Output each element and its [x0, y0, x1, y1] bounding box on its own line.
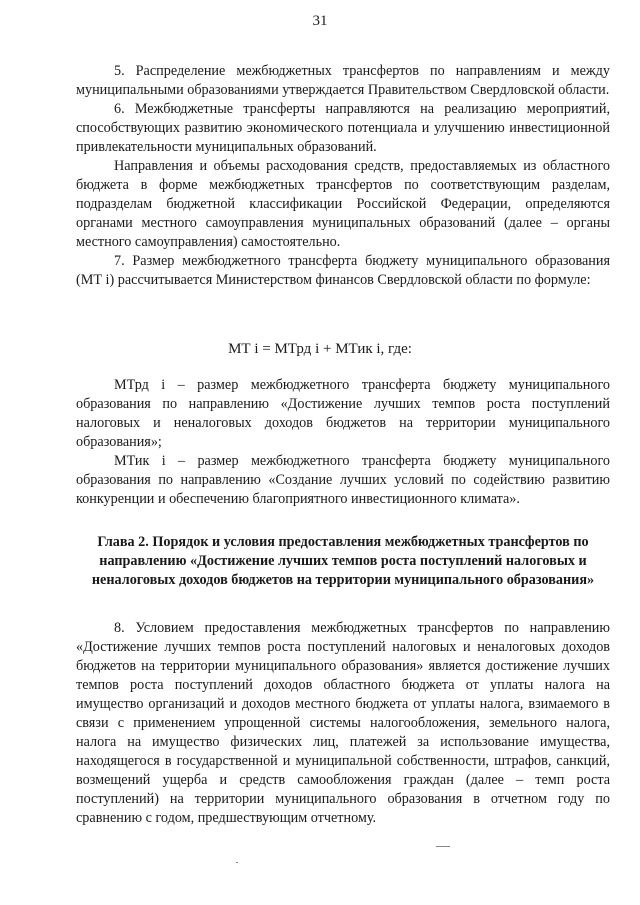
chapter-heading: Глава 2. Порядок и условия предоставления межбюджетных трансфертов по направлению «Достижение лучших темпов роста поступлений налоговых и неналоговых доходов бюджетов на территории муниципального образования» — [91, 534, 595, 588]
definition-mtik: МТик i – размер межбюджетного трансферта бюджету муниципального образования по направлению «Создание лучших условий по содействию развитию конкуренции и обеспечению благоприятного инвестиционного климата». — [76, 453, 610, 507]
paragraph-8: 8. Условием предоставления межбюджетных трансфертов по направлению «Достижение лучших темпов роста поступлений налоговых и неналоговых доходов бюджетов на территории муниципального образования» является достижение лучших темпов роста поступлений доходов областного бюджета от уплаты налога на имущество организаций и доходов местного бюджета от уплаты налога, взимаемого в связи с применением упрощенной системы налогообложения, земельного налога, налога на имущество физических лиц, платежей за использование имущества, находящегося в государственной и муниципальной собственности, штрафов, санкций, возмещений ущерба и средств самообложения граждан (далее – темп роста поступлений) на территории муниципального образования в отчетном году по сравнению с годом, предшествующим отчетному. — [76, 620, 610, 826]
paragraph-7: 7. Размер межбюджетного трансферта бюджету муниципального образования (МТ i) рассчитывается Министерством финансов Свердловской области по формуле: — [76, 253, 610, 288]
scan-speck — [436, 846, 450, 847]
paragraph-directions: Направления и объемы расходования средств, предоставляемых из областного бюджета в форме межбюджетных трансфертов по соответствующим разделам, подразделам бюджетной классификации Российской Федерации, определяются органами местного самоуправления муниципальных образований (далее – органы местного самоуправления) самостоятельно. — [76, 158, 610, 250]
page-number: 31 — [312, 13, 328, 29]
formula: МТ i = МТрд i + МТик i, где: — [228, 341, 412, 357]
definitions — [76, 376, 610, 509]
definition-mtrd: МТрд i – размер межбюджетного трансферта бюджету муниципального образования по направлению «Достижение лучших темпов роста поступлений налоговых и неналоговых доходов бюджетов на территории муниципального образования»; — [76, 377, 610, 450]
top-paragraphs — [76, 62, 610, 290]
paragraph-6: 6. Межбюджетные трансферты направляются на реализацию мероприятий, способствующих развитию экономического потенциала и улучшению инвестиционной привлекательности муниципальных образований. — [76, 101, 610, 155]
scan-speck — [236, 862, 238, 863]
paragraph-5: 5. Распределение межбюджетных трансфертов по направлениям и между муниципальными образованиями утверждается Правительством Свердловской области. — [76, 63, 610, 98]
bottom-paragraphs — [76, 619, 610, 828]
